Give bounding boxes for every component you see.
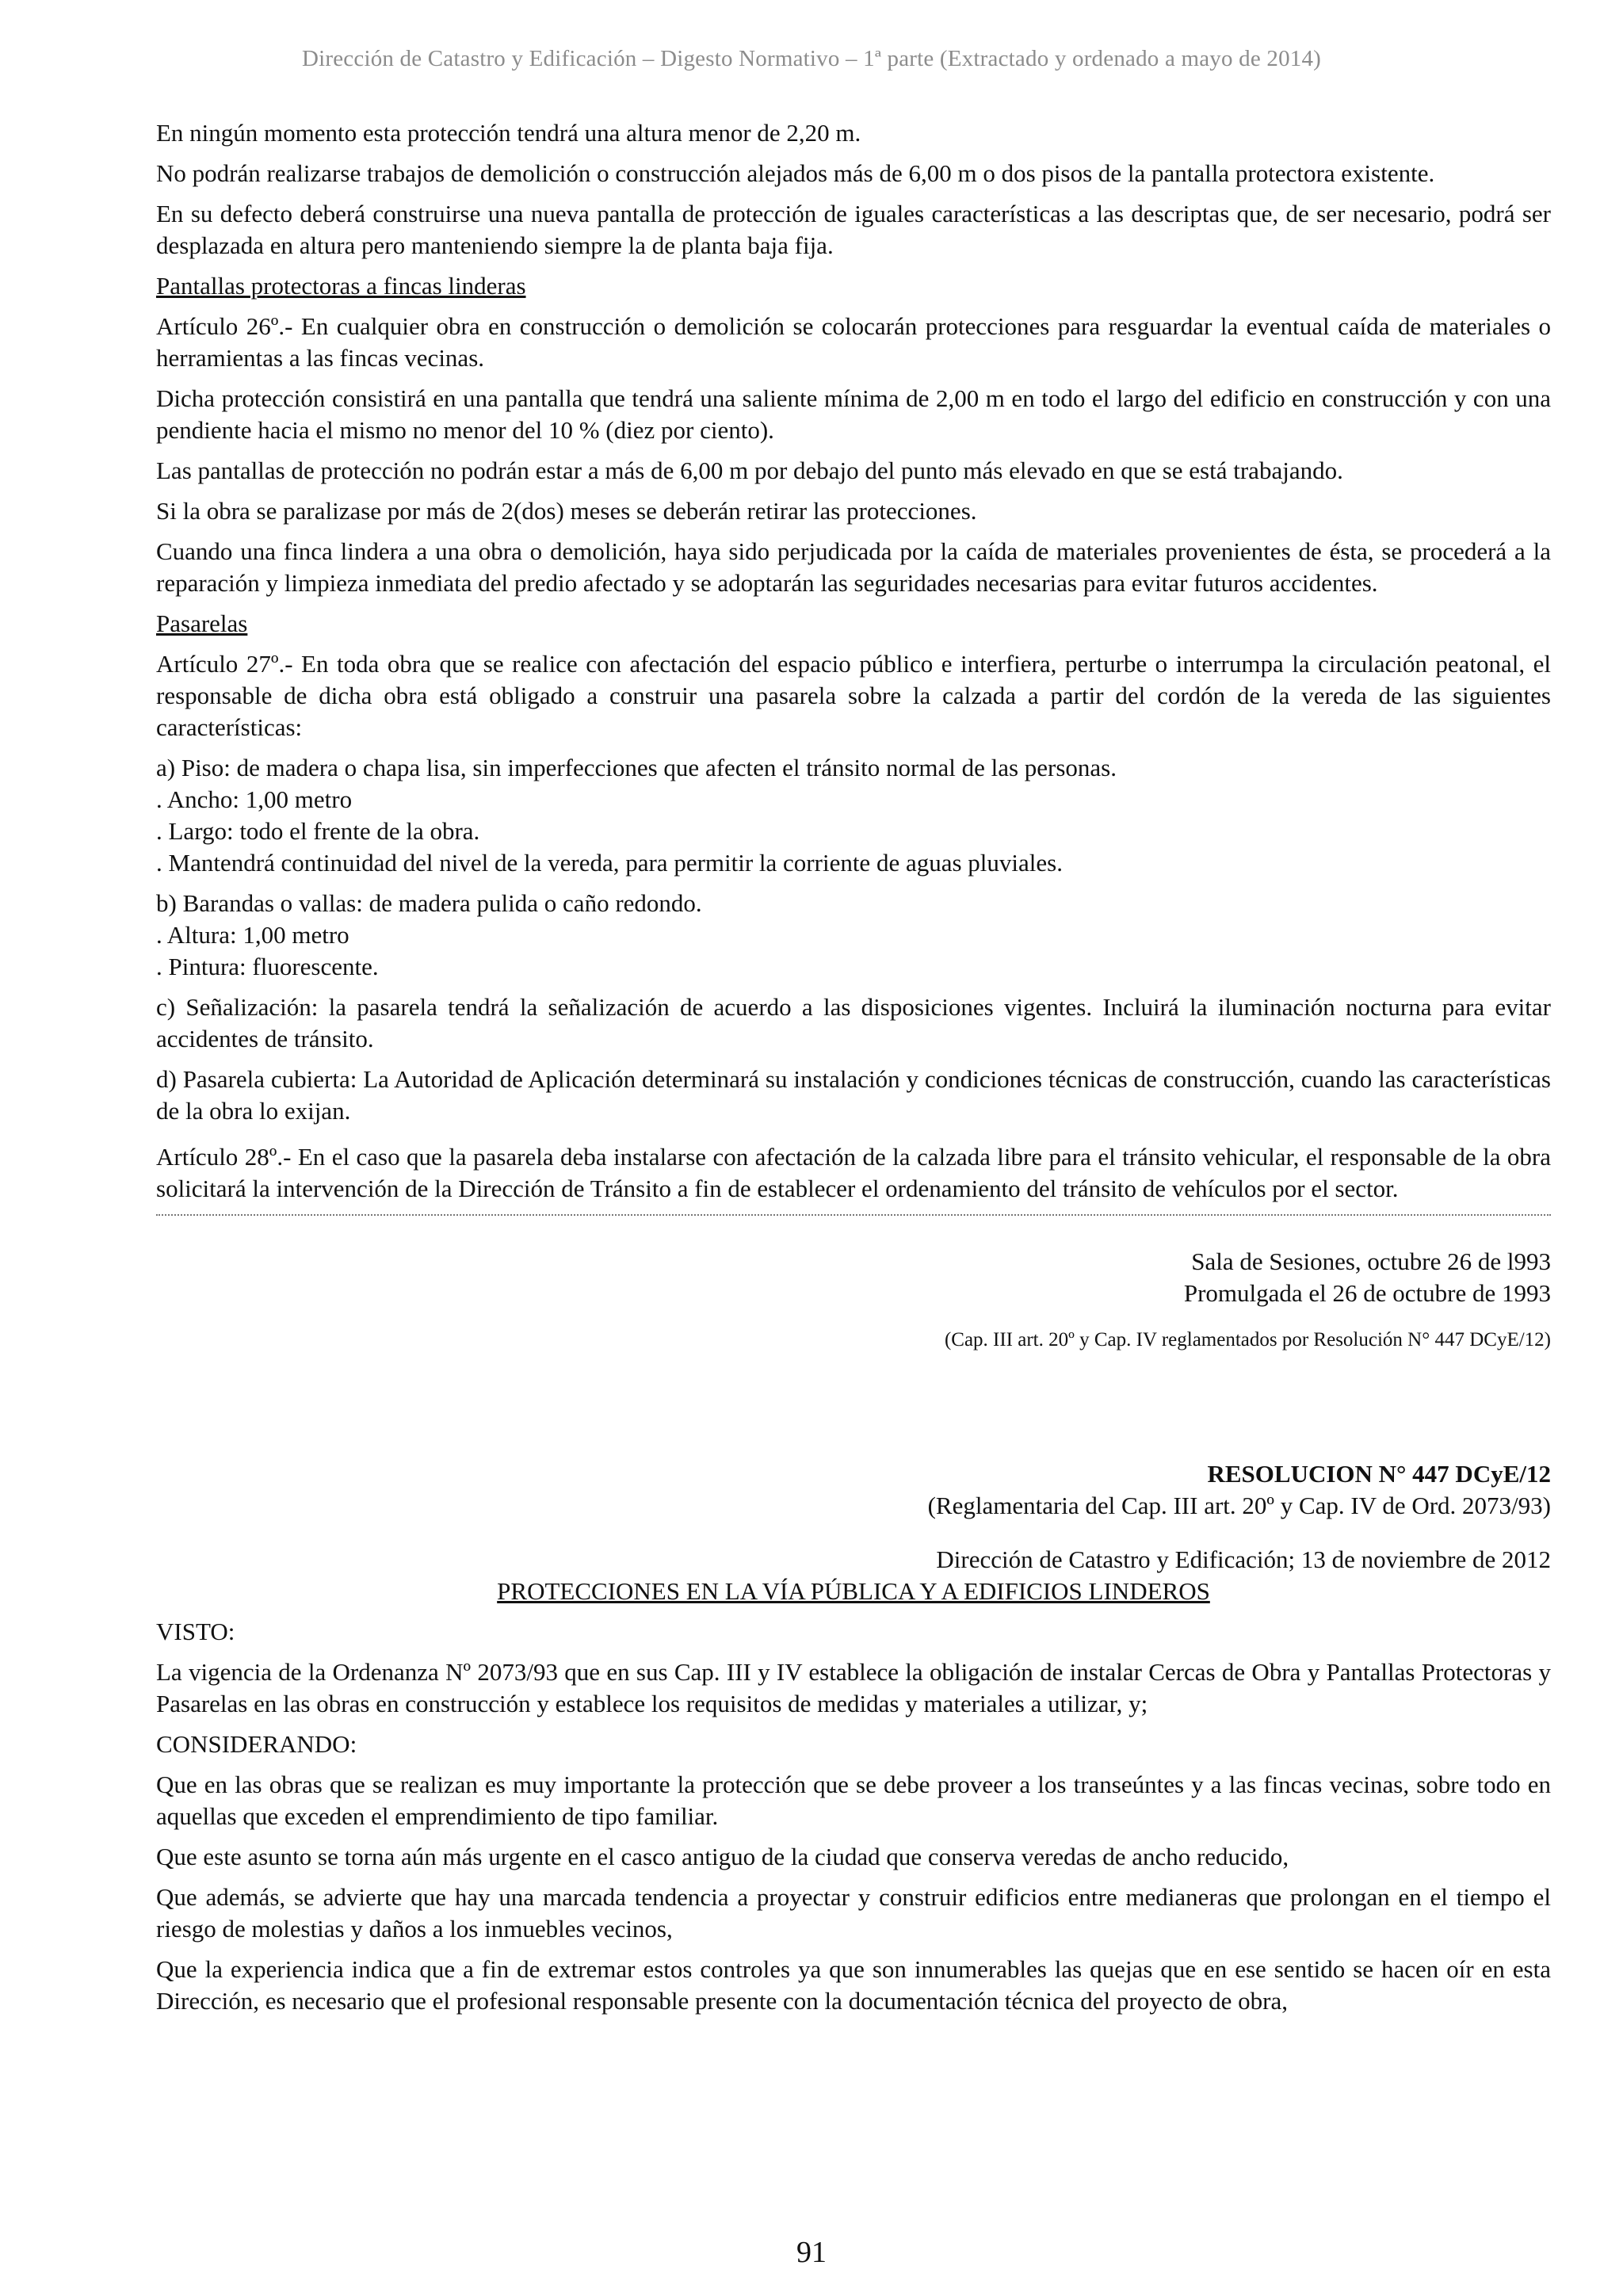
paragraph: Las pantallas de protección no podrán estar a más de 6,00 m por debajo del punto más elevado en que se está trabajando.: [156, 457, 1343, 484]
considerando-label: CONSIDERANDO:: [156, 1730, 357, 1758]
list-item-pintura: . Pintura: fluorescente.: [156, 953, 379, 980]
list-item-pasarela-cubierta: d) Pasarela cubierta: La Autoridad de Aplicación determinará su instalación y condiciones técnicas de construcción, cuando las características de la obra lo exijan.: [156, 1065, 1551, 1125]
paragraph: No podrán realizarse trabajos de demolición o construcción alejados más de 6,00 m o dos pisos de la pantalla protectora existente.: [156, 159, 1435, 187]
paragraph: Cuando una finca lindera a una obra o demolición, haya sido perjudicada por la caída de materiales provenientes de ésta, se procederá a la reparación y limpieza inmediata del predio afectado y se adoptarán las seguridades necesarias para evitar futuros accidentes.: [156, 537, 1551, 597]
list-item-barandas: b) Barandas o vallas: de madera pulida o caño redondo.: [156, 889, 702, 917]
resolution-header: [156, 1458, 1551, 1576]
signature-sala: Sala de Sesiones, octubre 26 de l993: [1191, 1247, 1551, 1275]
signature-block: [156, 1246, 1551, 1354]
list-item-mantendra: . Mantendrá continuidad del nivel de la vereda, para permitir la corriente de aguas pluviales.: [156, 849, 1063, 877]
list-item-largo: . Largo: todo el frente de la obra.: [156, 817, 480, 845]
visto-label: VISTO:: [156, 1618, 235, 1645]
section-heading-pantallas: Pantallas protectoras a fincas linderas: [156, 272, 526, 300]
signature-promulgada: Promulgada el 26 de octubre de 1993: [1183, 1279, 1551, 1307]
page-number: 91: [796, 2236, 827, 2269]
dotted-separator: [156, 1214, 1551, 1216]
resolution-heading: PROTECCIONES EN LA VÍA PÚBLICA Y A EDIFICIOS LINDEROS: [497, 1577, 1210, 1605]
resolution-place-date: Dirección de Catastro y Edificación; 13 de noviembre de 2012: [936, 1545, 1551, 1573]
visto-text: La vigencia de la Ordenanza Nº 2073/93 que en sus Cap. III y IV establece la obligación de instalar Cercas de Obra y Pantallas Protectoras y Pasarelas en las obras en construcción y establece los requisitos de medidas y materiales a utilizar, y;: [156, 1658, 1551, 1717]
paragraph: En ningún momento esta protección tendrá una altura menor de 2,20 m.: [156, 119, 861, 147]
considerando-paragraph: Que la experiencia indica que a fin de extremar estos controles ya que son innumerables las quejas que en ese sentido se hacen oír en esta Dirección, es necesario que el profesional responsable presente con la documentación técnica del proyecto de obra,: [156, 1955, 1551, 2015]
considerando-paragraph: Que además, se advierte que hay una marcada tendencia a proyectar y construir edificios entre medianeras que prolongan en el tiempo el riesgo de molestias y daños a los inmuebles vecinos,: [156, 1883, 1551, 1943]
list-item-senalizacion: c) Señalización: la pasarela tendrá la señalización de acuerdo a las disposiciones vigentes. Incluirá la iluminación nocturna para evitar accidentes de tránsito.: [156, 993, 1551, 1052]
document-body: [156, 117, 1551, 2026]
article-27: Artículo 27º.- En toda obra que se realice con afectación del espacio público e interfiera, perturbe o interrumpa la circulación peatonal, el responsable de dicha obra está obligado a construir una pasarela sobre la calzada a partir del cordón de la vereda de las siguientes características:: [156, 650, 1551, 741]
list-item-piso: a) Piso: de madera o chapa lisa, sin imperfecciones que afecten el tránsito normal de las personas.: [156, 754, 1117, 781]
running-header: Dirección de Catastro y Edificación – Digesto Normativo – 1ª parte (Extractado y ordenado a mayo de 2014): [301, 46, 1322, 71]
resolution-title: RESOLUCION N° 447 DCyE/12: [1207, 1460, 1551, 1488]
section-heading-pasarelas: Pasarelas: [156, 609, 248, 637]
article-28: Artículo 28º.- En el caso que la pasarela deba instalarse con afectación de la calzada libre para el tránsito vehicular, el responsable de la obra solicitará la intervención de la Dirección de Tránsito a fin de establecer el ordenamiento del tránsito de vehículos por el sector.: [156, 1143, 1551, 1202]
paragraph: Dicha protección consistirá en una pantalla que tendrá una saliente mínima de 2,00 m en todo el largo del edificio en construcción y con una pendiente hacia el mismo no menor del 10 % (diez por ciento).: [156, 384, 1551, 444]
article-26: Artículo 26º.- En cualquier obra en construcción o demolición se colocarán protecciones para resguardar la eventual caída de materiales o herramientas a las fincas vecinas.: [156, 312, 1551, 372]
resolution-subtitle: (Reglamentaria del Cap. III art. 20º y Cap. IV de Ord. 2073/93): [927, 1492, 1551, 1519]
regulation-note: (Cap. III art. 20º y Cap. IV reglamentados por Resolución N° 447 DCyE/12): [944, 1329, 1551, 1350]
considerando-paragraph: Que este asunto se torna aún más urgente en el casco antiguo de la ciudad que conserva veredas de ancho reducido,: [156, 1843, 1289, 1870]
list-item-altura: . Altura: 1,00 metro: [156, 921, 349, 949]
considerando-paragraph: Que en las obras que se realizan es muy importante la protección que se debe proveer a los transeúntes y a las fincas vecinas, sobre todo en aquellas que exceden el emprendimiento de tipo familiar.: [156, 1771, 1551, 1830]
paragraph: Si la obra se paralizase por más de 2(dos) meses se deberán retirar las protecciones.: [156, 497, 977, 525]
paragraph: En su defecto deberá construirse una nueva pantalla de protección de iguales características a las descriptas que, de ser necesario, podrá ser desplazada en altura pero manteniendo siempre la de planta baja fija.: [156, 200, 1551, 259]
list-item-ancho: . Ancho: 1,00 metro: [156, 785, 353, 813]
